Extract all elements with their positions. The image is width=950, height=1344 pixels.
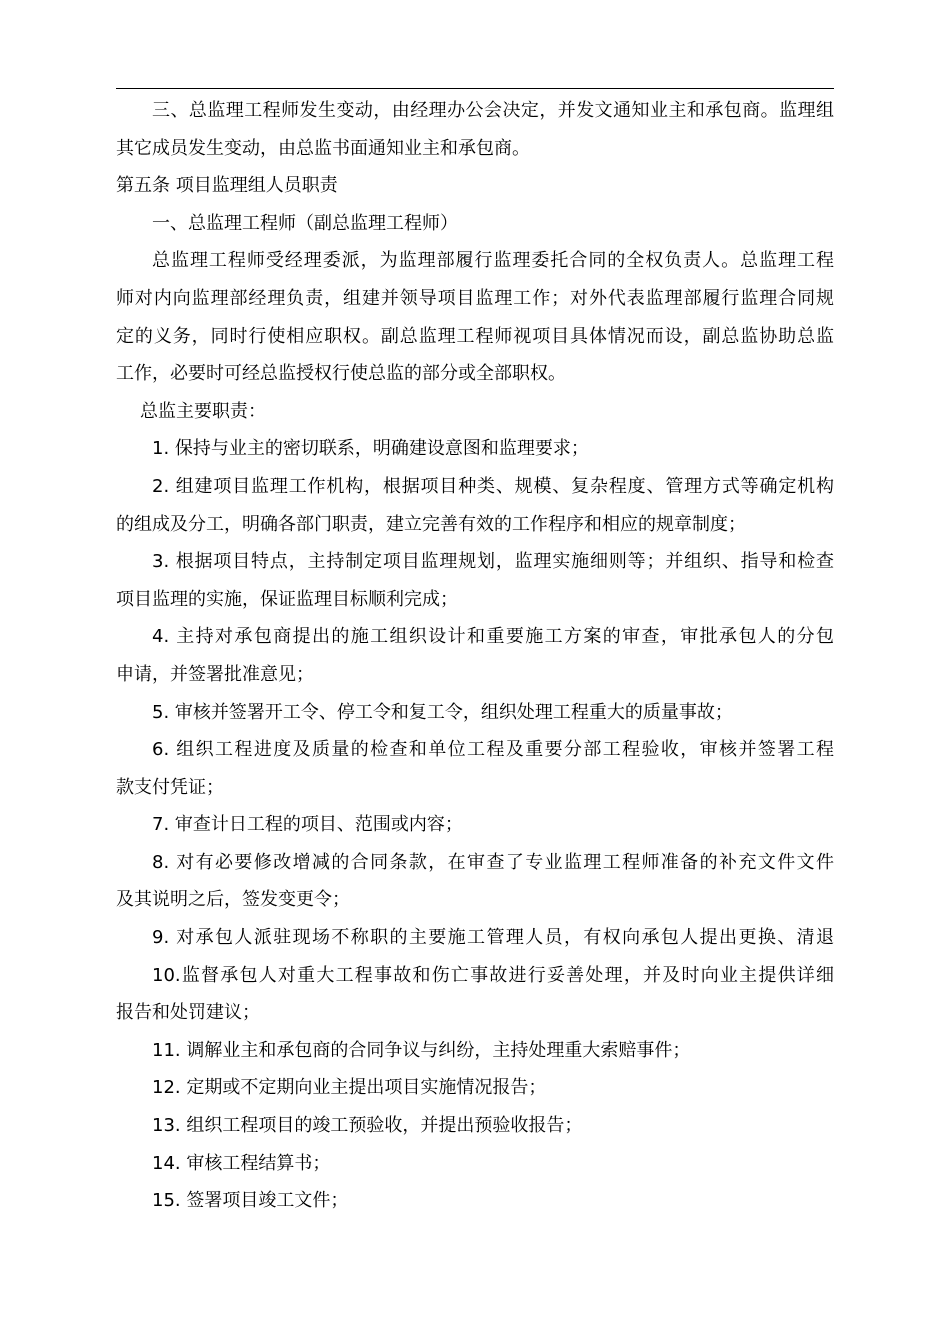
document-body xyxy=(116,92,834,1220)
list-item-continuation: 申请，并签署批准意见； xyxy=(116,663,314,685)
list-item: 5. 审核并签署开工令、停工令和复工令，组织处理工程重大的质量事故； xyxy=(152,701,733,723)
list-item-continuation: 及其说明之后，签发变更令； xyxy=(116,889,350,911)
list-item: 9. 对承包人派驻现场不称职的主要施工管理人员，有权向承包人提出更换、清退 xyxy=(152,927,834,949)
list-item-continuation: 款支付凭证； xyxy=(116,776,224,798)
list-item: 10.监督承包人对重大工程事故和伤亡事故进行妥善处理，并及时向业主提供详细 xyxy=(152,964,834,986)
duties-title: 总监主要职责： xyxy=(140,400,266,422)
paragraph-line: 定的义务，同时行使相应职权。副总监理工程师视项目具体情况而设，副总监协助总监 xyxy=(116,325,834,347)
list-item: 15. 签署项目竣工文件； xyxy=(152,1190,349,1212)
paragraph-line: 三、总监理工程师发生变动，由经理办公会决定，并发文通知业主和承包商。监理组 xyxy=(152,100,834,121)
list-item: 11. 调解业主和承包商的合同争议与纠纷，主持处理重大索赔事件； xyxy=(152,1039,691,1061)
header-rule xyxy=(116,88,834,89)
paragraph-line: 其它成员发生变动，由总监书面通知业主和承包商。 xyxy=(116,137,530,159)
list-item-continuation: 报告和处罚建议； xyxy=(116,1002,260,1024)
paragraph-line: 师对内向监理部经理负责，组建并领导项目监理工作；对外代表监理部履行监理合同规 xyxy=(116,287,834,309)
list-item: 4. 主持对承包商提出的施工组织设计和重要施工方案的审查，审批承包人的分包 xyxy=(152,626,834,648)
list-item: 13. 组织工程项目的竣工预验收，并提出预验收报告； xyxy=(152,1115,583,1137)
list-item: 2. 组建项目监理工作机构，根据项目种类、规模、复杂程度、管理方式等确定机构 xyxy=(152,475,834,497)
list-item: 14. 审核工程结算书； xyxy=(152,1152,331,1174)
list-item: 8. 对有必要修改增减的合同条款，在审查了专业监理工程师准备的补充文件文件 xyxy=(152,851,834,873)
list-item: 7. 审查计日工程的项目、范围或内容； xyxy=(152,814,463,836)
section-heading: 第五条 项目监理组人员职责 xyxy=(116,175,338,197)
list-item: 6. 组织工程进度及质量的检查和单位工程及重要分部工程验收，审核并签署工程 xyxy=(152,739,834,761)
paragraph-line: 总监理工程师受经理委派，为监理部履行监理委托合同的全权负责人。总监理工程 xyxy=(152,250,834,272)
list-item-continuation: 项目监理的实施，保证监理目标顺利完成； xyxy=(116,588,458,610)
list-item: 12. 定期或不定期向业主提出项目实施情况报告； xyxy=(152,1077,547,1099)
list-item: 3. 根据项目特点，主持制定项目监理规划，监理实施细则等；并组织、指导和检查 xyxy=(152,551,834,573)
paragraph-line: 工作，必要时可经总监授权行使总监的部分或全部职权。 xyxy=(116,363,566,385)
subsection-heading: 一、总监理工程师（副总监理工程师） xyxy=(152,212,458,234)
list-item: 1. 保持与业主的密切联系，明确建设意图和监理要求； xyxy=(152,438,589,460)
list-item-continuation: 的组成及分工，明确各部门职责，建立完善有效的工作程序和相应的规章制度； xyxy=(116,513,746,535)
